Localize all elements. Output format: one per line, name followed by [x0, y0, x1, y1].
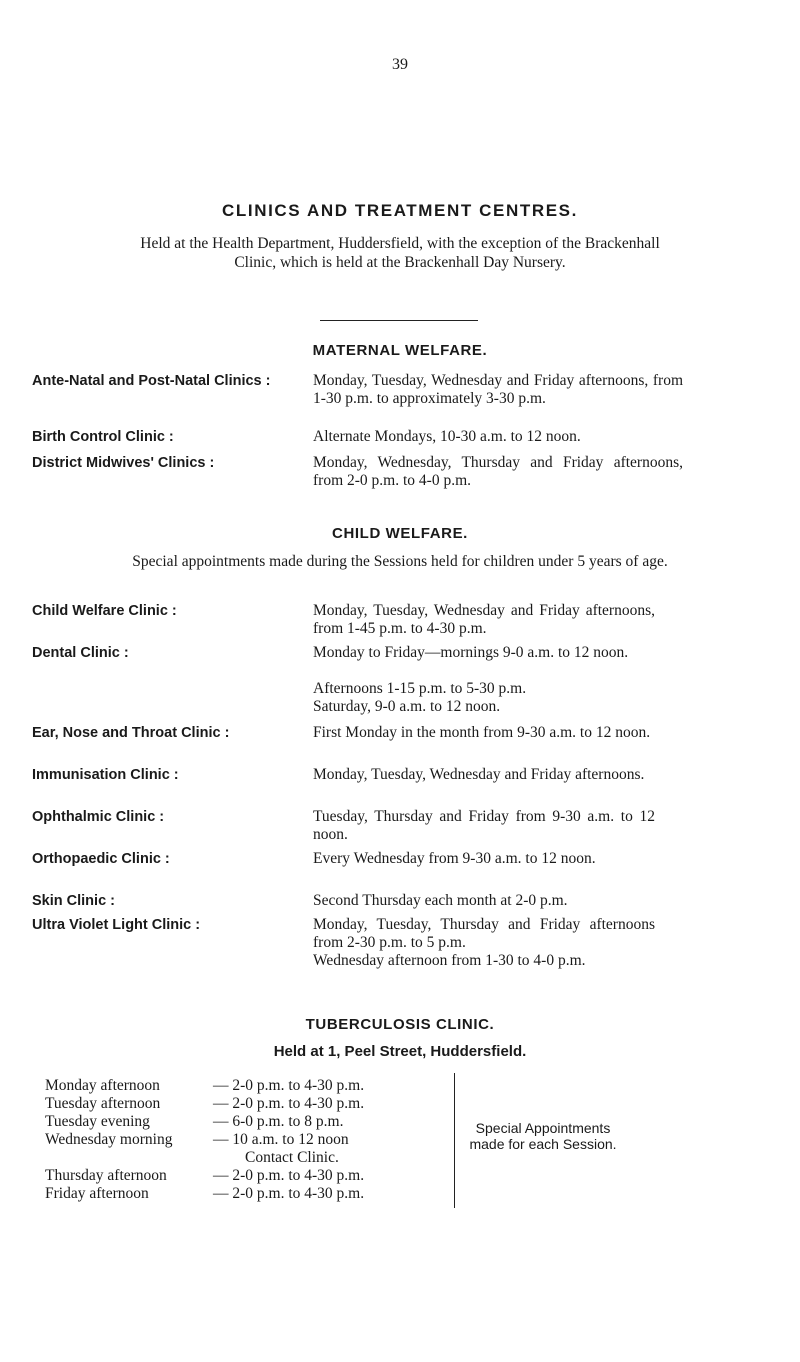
- tb-time: — 2-0 p.m. to 4-30 p.m.: [213, 1095, 365, 1112]
- tb-special-appointments: Special Appointments made for each Session.: [469, 1120, 617, 1152]
- divider: [320, 320, 478, 321]
- child-welfare-heading: CHILD WELFARE.: [332, 525, 468, 542]
- dental-clinic-afternoons: Afternoons 1-15 p.m. to 5-30 p.m.: [313, 680, 527, 697]
- child-welfare-clinic-value: Monday, Tuesday, Wednesday and Friday afternoons, from 1-45 p.m. to 4-30 p.m.: [313, 602, 655, 637]
- tb-time: — 2-0 p.m. to 4-30 p.m.: [213, 1167, 365, 1184]
- tb-day: Tuesday afternoon: [45, 1095, 161, 1112]
- tb-day: Monday afternoon: [45, 1077, 160, 1094]
- tb-time: — 10 a.m. to 12 noon: [213, 1131, 349, 1148]
- tb-day: Thursday afternoon: [45, 1167, 167, 1184]
- skin-clinic-label: Skin Clinic :: [32, 893, 115, 909]
- tb-time: — 6-0 p.m. to 8 p.m.: [213, 1113, 344, 1130]
- dental-clinic-saturday: Saturday, 9-0 a.m. to 12 noon.: [313, 698, 501, 715]
- page-number: 39: [392, 56, 408, 73]
- tb-day: Wednesday morning: [45, 1131, 173, 1148]
- dental-clinic-value: Monday to Friday—mornings 9-0 a.m. to 12 noon.: [313, 644, 629, 661]
- uv-clinic-value: Monday, Tuesday, Thursday and Friday afternoons from 2-30 p.m. to 5 p.m.: [313, 916, 655, 951]
- maternal-welfare-heading: MATERNAL WELFARE.: [312, 342, 488, 359]
- ophthalmic-value: Tuesday, Thursday and Friday from 9-30 a.m. to 12 noon.: [313, 808, 655, 843]
- birth-control-label: Birth Control Clinic :: [32, 429, 174, 445]
- intro-paragraph: Held at the Health Department, Huddersfield, with the exception of the Brackenhall Clinic, which is held at the Brackenhall Day Nursery.: [140, 235, 660, 271]
- child-welfare-note: Special appointments made during the Sessions held for children under 5 years of age.: [132, 553, 668, 570]
- immunisation-label: Immunisation Clinic :: [32, 767, 179, 783]
- page-title: CLINICS AND TREATMENT CENTRES.: [222, 201, 578, 220]
- tb-time: — 2-0 p.m. to 4-30 p.m.: [213, 1077, 365, 1094]
- orthopaedic-label: Orthopaedic Clinic :: [32, 851, 170, 867]
- tb-contact-clinic: Contact Clinic.: [245, 1149, 339, 1166]
- dental-clinic-label: Dental Clinic :: [32, 645, 129, 661]
- birth-control-value: Alternate Mondays, 10-30 a.m. to 12 noon.: [313, 428, 581, 445]
- orthopaedic-value: Every Wednesday from 9-30 a.m. to 12 noon.: [313, 850, 596, 867]
- ophthalmic-label: Ophthalmic Clinic :: [32, 809, 165, 825]
- bracket-line: [440, 1073, 455, 1208]
- antenatal-value: Monday, Tuesday, Wednesday and Friday afternoons, from 1-30 p.m. to approximately 3-30 p.m.: [313, 372, 683, 407]
- uv-clinic-label: Ultra Violet Light Clinic :: [32, 917, 201, 933]
- child-welfare-clinic-label: Child Welfare Clinic :: [32, 603, 177, 619]
- tb-day: Friday afternoon: [45, 1185, 149, 1202]
- antenatal-label: Ante-Natal and Post-Natal Clinics :: [32, 373, 271, 389]
- tb-clinic-address: Held at 1, Peel Street, Huddersfield.: [273, 1043, 527, 1060]
- midwives-value: Monday, Wednesday, Thursday and Friday afternoons, from 2-0 p.m. to 4-0 p.m.: [313, 454, 683, 489]
- tb-day: Tuesday evening: [45, 1113, 150, 1130]
- skin-clinic-value: Second Thursday each month at 2-0 p.m.: [313, 892, 568, 909]
- ent-clinic-label: Ear, Nose and Throat Clinic :: [32, 725, 230, 741]
- tb-clinic-heading: TUBERCULOSIS CLINIC.: [305, 1016, 495, 1033]
- tb-time: — 2-0 p.m. to 4-30 p.m.: [213, 1185, 365, 1202]
- midwives-label: District Midwives' Clinics :: [32, 455, 215, 471]
- immunisation-value: Monday, Tuesday, Wednesday and Friday afternoons.: [313, 766, 645, 783]
- ent-clinic-value: First Monday in the month from 9-30 a.m. to 12 noon.: [313, 724, 651, 741]
- uv-clinic-wednesday: Wednesday afternoon from 1-30 to 4-0 p.m.: [313, 952, 586, 969]
